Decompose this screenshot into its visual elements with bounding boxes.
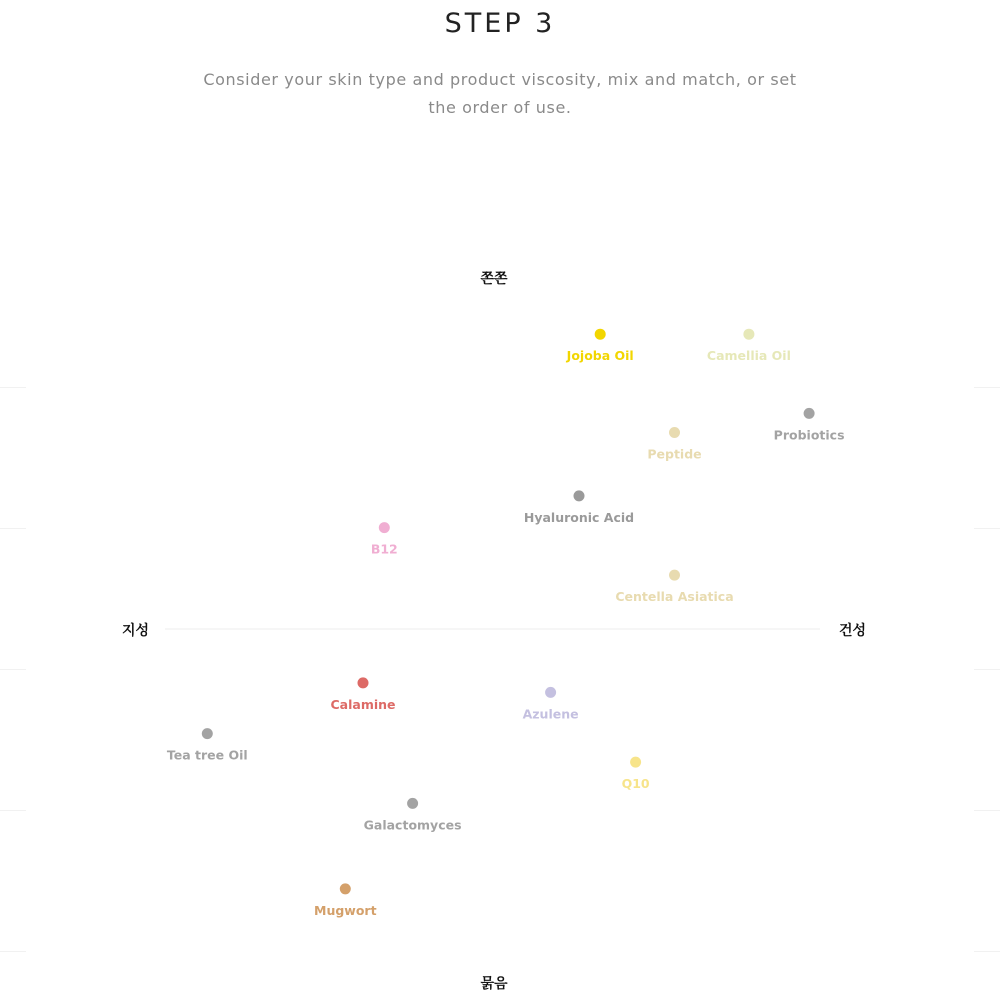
data-point-label: Mugwort [314,902,377,918]
data-point [314,883,377,918]
data-point-label: Camellia Oil [706,348,791,364]
data-point [615,570,733,605]
axis-label-left: 지성 [122,623,150,639]
data-point-marker [407,798,418,809]
data-point-marker [669,570,680,581]
data-point-label: Azulene [522,706,579,722]
data-point [622,757,650,792]
data-point-marker [358,677,369,688]
step-subtitle: Consider your skin type and product viscosity, mix and match, or set the order of use. [203,70,797,117]
data-point [707,329,791,364]
step-title: STEP 3 [444,8,556,39]
data-point [566,329,634,364]
data-point-label: Calamine [330,696,396,712]
data-point-label: Peptide [647,446,702,462]
data-point-label: Hyaluronic Acid [523,509,635,525]
data-point-label: Galactomyces [363,817,462,833]
data-point-label: Q10 [621,776,650,792]
data-point-marker [379,522,390,533]
data-point-marker [804,408,815,419]
data-point [167,728,248,763]
data-point-marker [669,427,680,438]
data-points [167,329,845,918]
data-point-marker [743,329,754,340]
data-point [330,677,395,712]
data-point-marker [595,329,606,340]
axis-label-bottom: 묽음 [480,976,508,992]
data-point-label: Centella Asiatica [615,589,734,605]
data-point [364,798,462,833]
data-point-marker [340,883,351,894]
data-point [523,687,579,722]
data-point-marker [545,687,556,698]
axis-label-right: 건성 [839,623,867,639]
data-point-marker [574,490,585,501]
data-point-label: Jojoba Oil [566,348,634,364]
data-point [647,427,701,462]
data-point-label: B12 [370,541,398,557]
data-point-label: Tea tree Oil [166,747,248,763]
data-point [774,408,845,443]
data-point [524,490,634,525]
axis-label-top: 쫀쫀 [480,271,508,287]
data-point-marker [202,728,213,739]
data-point-label: Probiotics [773,427,845,443]
data-point-marker [630,757,641,768]
data-point [371,522,398,557]
